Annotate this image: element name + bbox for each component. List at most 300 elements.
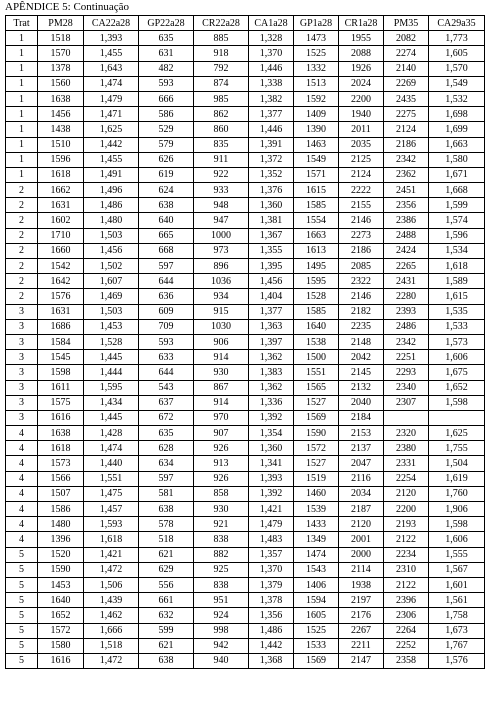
table-cell: 2 [6,243,38,258]
table-cell: 709 [139,319,194,334]
table-cell: 862 [194,107,249,122]
table-cell: 631 [139,46,194,61]
table-header [6,16,485,31]
table-cell: 1,469 [84,289,139,304]
table-cell: 2085 [339,259,384,274]
table-cell: 1,673 [429,623,485,638]
table-row [6,426,485,441]
table-cell: 628 [139,441,194,456]
table-cell: 1,618 [429,259,485,274]
table-cell: 2137 [339,441,384,456]
table-row [6,350,485,365]
table-cell: 2342 [384,152,429,167]
table-cell: 1 [6,61,38,76]
table-row [6,456,485,471]
table-cell: 838 [194,532,249,547]
table-cell: 2 [6,259,38,274]
table-cell: 1,755 [429,441,485,456]
table-cell: 1,549 [429,76,485,91]
table-cell: 1473 [294,31,339,46]
table-cell: 593 [139,334,194,349]
table-cell: 1,767 [429,638,485,653]
table-cell: 2011 [339,122,384,137]
table-row [6,46,485,61]
table-cell: 2396 [384,593,429,608]
table-cell: 1,475 [84,486,139,501]
table-cell: 1,607 [84,274,139,289]
table-cell: 1,580 [429,152,485,167]
column-header: GP22a28 [139,16,194,31]
table-cell: 1,625 [84,122,139,137]
table-cell: 2273 [339,228,384,243]
table-cell: 2386 [384,213,429,228]
table-cell: 661 [139,593,194,608]
table-cell: 1,381 [249,213,294,228]
column-header: GP1a28 [294,16,339,31]
table-cell: 1,445 [84,410,139,425]
table-cell: 1551 [294,365,339,380]
table-cell: 934 [194,289,249,304]
table-cell: 1030 [194,319,249,334]
table-cell: 2034 [339,486,384,501]
table-row [6,61,485,76]
table-cell: 926 [194,471,249,486]
table-cell: 1,570 [429,61,485,76]
table-cell: 3 [6,319,38,334]
table-cell: 1,440 [84,456,139,471]
table-cell: 635 [139,31,194,46]
table-cell: 632 [139,608,194,623]
table-cell: 1592 [294,91,339,106]
table-cell: 1594 [294,593,339,608]
table-cell: 1,606 [429,532,485,547]
table-cell: 2186 [339,243,384,258]
table-cell: 2200 [339,91,384,106]
table-cell: 1,599 [429,198,485,213]
table-cell: 1926 [339,61,384,76]
table-cell: 1,643 [84,61,139,76]
table-cell: 1640 [294,319,339,334]
table-cell: 1,532 [429,91,485,106]
table-cell: 933 [194,183,249,198]
table-cell: 1572 [38,623,84,638]
table-cell: 1332 [294,61,339,76]
table-cell: 2451 [384,183,429,198]
table-cell: 1,370 [249,562,294,577]
table-cell: 1938 [339,577,384,592]
table-cell: 1542 [38,259,84,274]
table-cell: 2235 [339,319,384,334]
table-cell: 1,428 [84,426,139,441]
table-cell: 925 [194,562,249,577]
table-cell: 922 [194,167,249,182]
table-cell: 2342 [384,334,429,349]
table-cell: 640 [139,213,194,228]
table-cell: 1595 [294,274,339,289]
data-table [5,15,485,669]
table-cell: 4 [6,517,38,532]
table-cell: 3 [6,350,38,365]
table-cell: 1520 [38,547,84,562]
table-cell: 638 [139,502,194,517]
table-cell: 2274 [384,46,429,61]
table-cell: 1507 [38,486,84,501]
table-cell: 1518 [38,31,84,46]
table-row [6,410,485,425]
table-cell: 2380 [384,441,429,456]
column-header: CA1a28 [249,16,294,31]
table-cell: 1,528 [84,334,139,349]
table-cell: 1631 [38,198,84,213]
table-cell: 1,479 [84,91,139,106]
table-cell: 1640 [38,593,84,608]
table-cell: 882 [194,547,249,562]
table-cell: 1955 [339,31,384,46]
table-cell: 1396 [38,532,84,547]
table-cell: 1,502 [84,259,139,274]
table-cell: 2197 [339,593,384,608]
table-cell: 3 [6,395,38,410]
table-cell: 1 [6,31,38,46]
table-cell: 621 [139,638,194,653]
table-cell: 629 [139,562,194,577]
table-cell: 2153 [339,426,384,441]
table-cell: 1,758 [429,608,485,623]
table-cell: 1618 [38,167,84,182]
table-cell: 2 [6,213,38,228]
table-cell: 1940 [339,107,384,122]
table-cell: 1631 [38,304,84,319]
table-cell: 1,382 [249,91,294,106]
table-cell: 2122 [384,532,429,547]
table-cell: 1,474 [84,441,139,456]
table-cell: 914 [194,350,249,365]
table-cell: 1,462 [84,608,139,623]
table-cell: 1,395 [249,259,294,274]
table-cell: 586 [139,107,194,122]
table-cell: 1,357 [249,547,294,562]
table-cell: 1,561 [429,593,485,608]
table-cell: 1 [6,107,38,122]
table-row [6,304,485,319]
table-cell: 1638 [38,91,84,106]
table-cell: 1580 [38,638,84,653]
table-cell: 1662 [38,183,84,198]
table-cell: 2 [6,274,38,289]
table-row [6,486,485,501]
table-cell: 1,472 [84,562,139,577]
table-cell: 940 [194,653,249,668]
table-cell: 3 [6,334,38,349]
table-cell: 2186 [384,137,429,152]
table-cell: 2124 [384,122,429,137]
table-cell: 1,906 [429,502,485,517]
table-cell: 2082 [384,31,429,46]
table-cell: 1 [6,152,38,167]
table-cell: 644 [139,365,194,380]
column-header: PM35 [384,16,429,31]
table-cell: 672 [139,410,194,425]
table-cell: 951 [194,593,249,608]
table-cell: 2435 [384,91,429,106]
table-cell: 1,360 [249,441,294,456]
table-cell: 1,392 [249,486,294,501]
table-row [6,365,485,380]
table-cell: 2424 [384,243,429,258]
table-cell: 1,533 [429,319,485,334]
table-cell: 4 [6,502,38,517]
table-cell: 3 [6,304,38,319]
table-cell: 2120 [384,486,429,501]
table-cell: 2264 [384,623,429,638]
table-cell: 1,479 [249,517,294,532]
table-cell: 1575 [38,395,84,410]
table-cell: 1686 [38,319,84,334]
table-cell: 1,391 [249,137,294,152]
table-cell: 1569 [294,410,339,425]
table-cell: 1036 [194,274,249,289]
table-cell: 1,593 [84,517,139,532]
table-cell: 2187 [339,502,384,517]
table-cell: 1,573 [429,334,485,349]
table-cell: 2047 [339,456,384,471]
table-cell: 5 [6,562,38,577]
table-cell: 2275 [384,107,429,122]
table-cell: 2132 [339,380,384,395]
table-cell: 1598 [38,365,84,380]
table-cell: 1569 [294,653,339,668]
table-cell: 4 [6,426,38,441]
table-cell: 838 [194,577,249,592]
table-cell: 2124 [339,167,384,182]
table-cell: 1,455 [84,152,139,167]
table-cell: 3 [6,410,38,425]
table-cell: 930 [194,365,249,380]
table-cell: 1519 [294,471,339,486]
table-cell: 644 [139,274,194,289]
table-cell: 1,483 [249,532,294,547]
table-cell: 1543 [294,562,339,577]
table-cell: 1,377 [249,107,294,122]
table-cell: 1,675 [429,365,485,380]
table-cell: 1,397 [249,334,294,349]
table-cell: 1,356 [249,608,294,623]
table-cell: 1570 [38,46,84,61]
table-cell: 4 [6,471,38,486]
table-cell: 1,503 [84,304,139,319]
table-cell: 2307 [384,395,429,410]
table-cell: 1,354 [249,426,294,441]
table-body [6,31,485,669]
table-cell: 1 [6,46,38,61]
table-cell: 1539 [294,502,339,517]
table-cell: 1566 [38,471,84,486]
table-cell: 1,328 [249,31,294,46]
table-row [6,274,485,289]
table-cell: 913 [194,456,249,471]
table-cell: 2488 [384,228,429,243]
table-cell: 1,480 [84,213,139,228]
table-cell: 2486 [384,319,429,334]
table-cell: 1615 [294,183,339,198]
table-cell: 1510 [38,137,84,152]
table-cell: 1,555 [429,547,485,562]
table-cell: 593 [139,76,194,91]
table-row [6,31,485,46]
table-cell: 792 [194,61,249,76]
table-cell: 2116 [339,471,384,486]
table-cell: 665 [139,228,194,243]
table-cell: 2114 [339,562,384,577]
table-cell: 1618 [38,441,84,456]
table-cell: 3 [6,365,38,380]
appendix-caption: APÊNDICE 5: Continuação [5,1,130,13]
table-cell: 1438 [38,122,84,137]
table-cell: 1,445 [84,350,139,365]
table-cell: 633 [139,350,194,365]
table-cell: 1433 [294,517,339,532]
table-cell: 1590 [294,426,339,441]
table-cell: 638 [139,653,194,668]
table-cell: 2310 [384,562,429,577]
table-row [6,547,485,562]
table-cell: 2222 [339,183,384,198]
table-cell: 1,393 [84,31,139,46]
table-cell: 914 [194,395,249,410]
column-header: CR1a28 [339,16,384,31]
table-cell: 1000 [194,228,249,243]
table-cell: 921 [194,517,249,532]
table-cell: 1 [6,167,38,182]
table-cell: 1,605 [429,46,485,61]
table-cell: 637 [139,395,194,410]
table-cell: 1616 [38,653,84,668]
table-cell: 1584 [38,334,84,349]
table-cell: 1,698 [429,107,485,122]
table-cell: 1,471 [84,107,139,122]
table-cell: 1,598 [429,517,485,532]
table-cell: 926 [194,441,249,456]
table-row [6,107,485,122]
table-cell: 947 [194,213,249,228]
table-cell: 638 [139,198,194,213]
table-cell: 2125 [339,152,384,167]
table-row [6,623,485,638]
table-cell: 1549 [294,152,339,167]
table-cell: 579 [139,137,194,152]
table-cell: 2042 [339,350,384,365]
table-cell: 1596 [38,152,84,167]
table-cell: 2147 [339,653,384,668]
table-row [6,608,485,623]
table-cell: 2293 [384,365,429,380]
table-cell: 2146 [339,213,384,228]
table-cell: 1460 [294,486,339,501]
table-row [6,562,485,577]
table-cell: 482 [139,61,194,76]
table-cell: 1,421 [249,502,294,517]
table-cell: 1,668 [429,183,485,198]
table-cell: 1,453 [84,319,139,334]
table-cell: 1,378 [249,593,294,608]
table-cell: 1,596 [429,228,485,243]
table-cell: 518 [139,532,194,547]
table-cell: 1,367 [249,228,294,243]
table-cell: 556 [139,577,194,592]
table-cell: 1638 [38,426,84,441]
table-cell: 1,595 [84,380,139,395]
table-cell: 1390 [294,122,339,137]
table-cell: 1,474 [84,76,139,91]
table-row [6,471,485,486]
table-cell: 2200 [384,502,429,517]
table-cell: 2331 [384,456,429,471]
table-cell: 896 [194,259,249,274]
table-cell: 1,404 [249,289,294,304]
table-cell: 634 [139,456,194,471]
table-cell: 2182 [339,304,384,319]
table-cell: 2431 [384,274,429,289]
table-row [6,259,485,274]
table-cell: 918 [194,46,249,61]
header-row [6,16,485,31]
table-cell: 1585 [294,198,339,213]
table-cell: 1,455 [84,46,139,61]
table-cell: 599 [139,623,194,638]
table-row [6,152,485,167]
table-cell: 1,652 [429,380,485,395]
table-cell: 1616 [38,410,84,425]
table-cell: 1,472 [84,653,139,668]
table-cell: 1,434 [84,395,139,410]
table-cell: 1,442 [249,638,294,653]
table-cell: 1710 [38,228,84,243]
table-row [6,532,485,547]
table-cell: 1480 [38,517,84,532]
table-cell: 5 [6,593,38,608]
table-cell: 2145 [339,365,384,380]
table-cell: 1663 [294,228,339,243]
table-cell: 2393 [384,304,429,319]
table-cell: 5 [6,623,38,638]
table-cell: 1,619 [429,471,485,486]
table-cell: 1586 [38,502,84,517]
table-cell: 2120 [339,517,384,532]
table-cell: 1613 [294,243,339,258]
table-cell: 835 [194,137,249,152]
table-cell: 1,456 [249,274,294,289]
table-cell: 1,601 [429,577,485,592]
table-cell: 1,457 [84,502,139,517]
table-cell: 635 [139,426,194,441]
table-cell: 1,383 [249,365,294,380]
table-cell: 5 [6,577,38,592]
table-row [6,638,485,653]
table-cell: 1474 [294,547,339,562]
table-cell: 1,486 [84,198,139,213]
table-row [6,137,485,152]
table-cell [384,410,429,425]
table-cell: 1378 [38,61,84,76]
table-cell: 2000 [339,547,384,562]
table-row [6,122,485,137]
table-cell: 998 [194,623,249,638]
table-cell: 626 [139,152,194,167]
table-cell: 2306 [384,608,429,623]
table-cell: 2140 [384,61,429,76]
table-row [6,319,485,334]
table-cell: 1,760 [429,486,485,501]
